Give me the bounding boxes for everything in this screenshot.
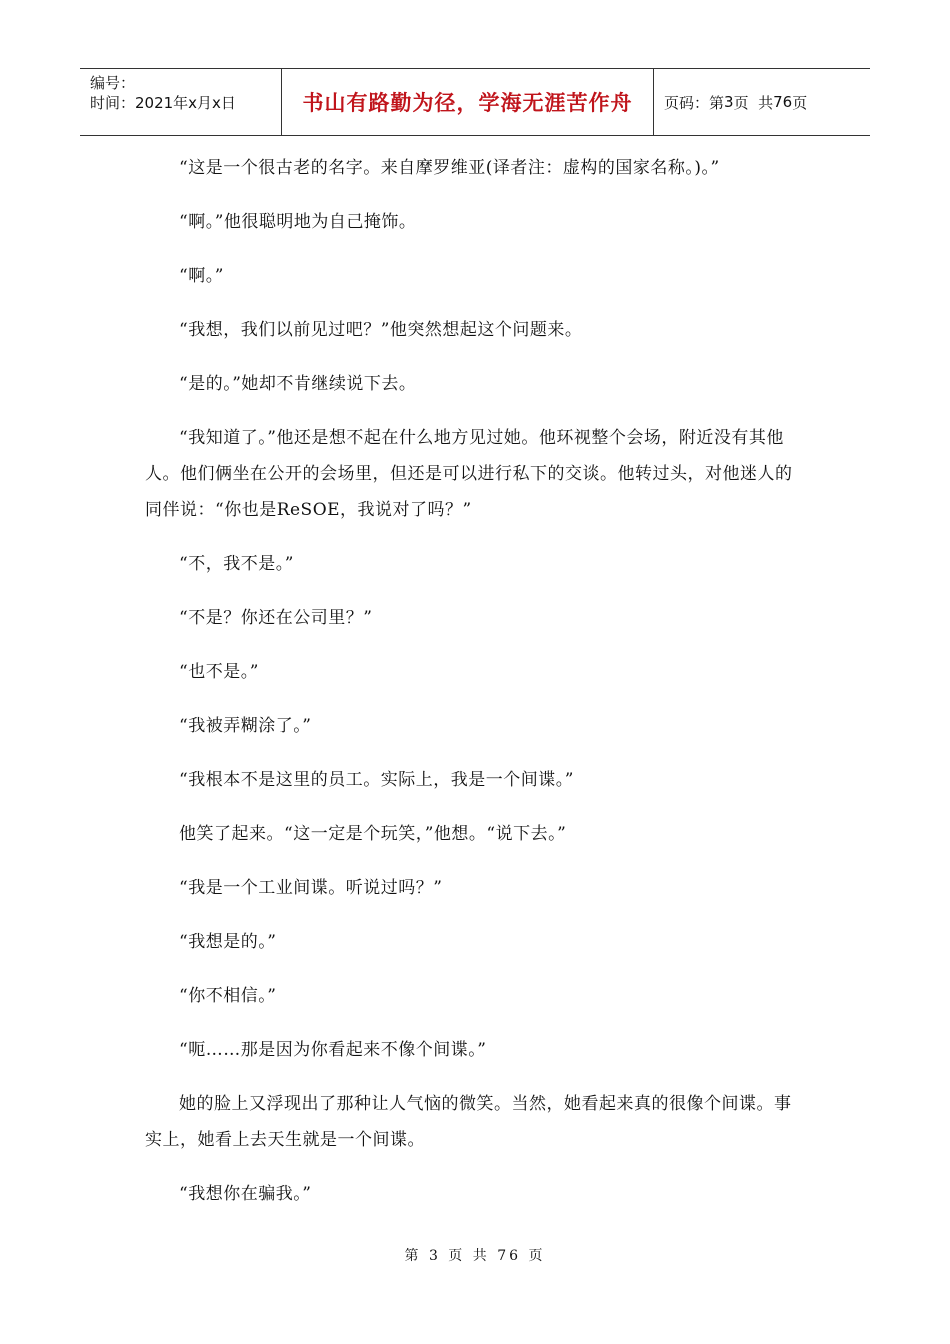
document-date: 时间：2021年x月x日 [90,94,236,112]
paragraph: “我想是的。” [179,932,277,952]
paragraph: “啊。”他很聪明地为自己掩饰。 [179,212,417,232]
paragraph: “我想你在骗我。” [179,1184,312,1204]
header-motto: 书山有路勤为径，学海无涯苦作舟 [282,69,654,135]
paragraph: “我被弄糊涂了。” [179,716,312,736]
paragraph: “不，我不是。” [179,554,294,574]
paragraph: “是的。”她却不肯继续说下去。 [179,374,417,394]
paragraph: “这是一个很古老的名字。来自摩罗维亚(译者注：虚构的国家名称。)。” [179,158,720,178]
paragraph: 他笑了起来。“这一定是个玩笑，”他想。“说下去。” [179,824,567,844]
paragraph: “你不相信。” [179,986,277,1006]
header-meta [80,69,282,135]
paragraph: “我知道了。”他还是想不起在什么地方见过她。他环视整个会场，附近没有其他人。他们俩坐在公开的会场里，但还是可以进行私下的交谈。他转过头，对他迷人的同伴说：“你也是ReSOE，我说对了吗？” [145,428,793,520]
page-prefix: 页码：第 [664,93,725,112]
paragraph: “我根本不是这里的员工。实际上，我是一个间谍。” [179,770,574,790]
paragraph: “我是一个工业间谍。听说过吗？” [179,878,443,898]
header-page-indicator [654,69,870,135]
paragraph: “呃……那是因为你看起来不像个间谍。” [179,1040,487,1060]
paragraph: “也不是。” [179,662,259,682]
page-total: 76 [773,93,793,111]
paragraph: “不是？你还在公司里？” [179,608,373,628]
page-footer: 第 3 页 共 76 页 [404,1248,546,1264]
page-middle: 页 共 [733,93,774,112]
paragraph: “啊。” [179,266,224,286]
page-current: 3 [724,93,734,111]
paragraph: 她的脸上又浮现出了那种让人气恼的微笑。当然，她看起来真的很像个间谍。事实上，她看上去天生就是一个间谍。 [145,1094,792,1150]
document-body [145,150,805,1212]
paragraph: “我想，我们以前见过吧？”他突然想起这个问题来。 [179,320,583,340]
document-number-label: 编号： [90,74,136,92]
page-suffix: 页 [792,93,808,112]
document-header [80,68,870,136]
